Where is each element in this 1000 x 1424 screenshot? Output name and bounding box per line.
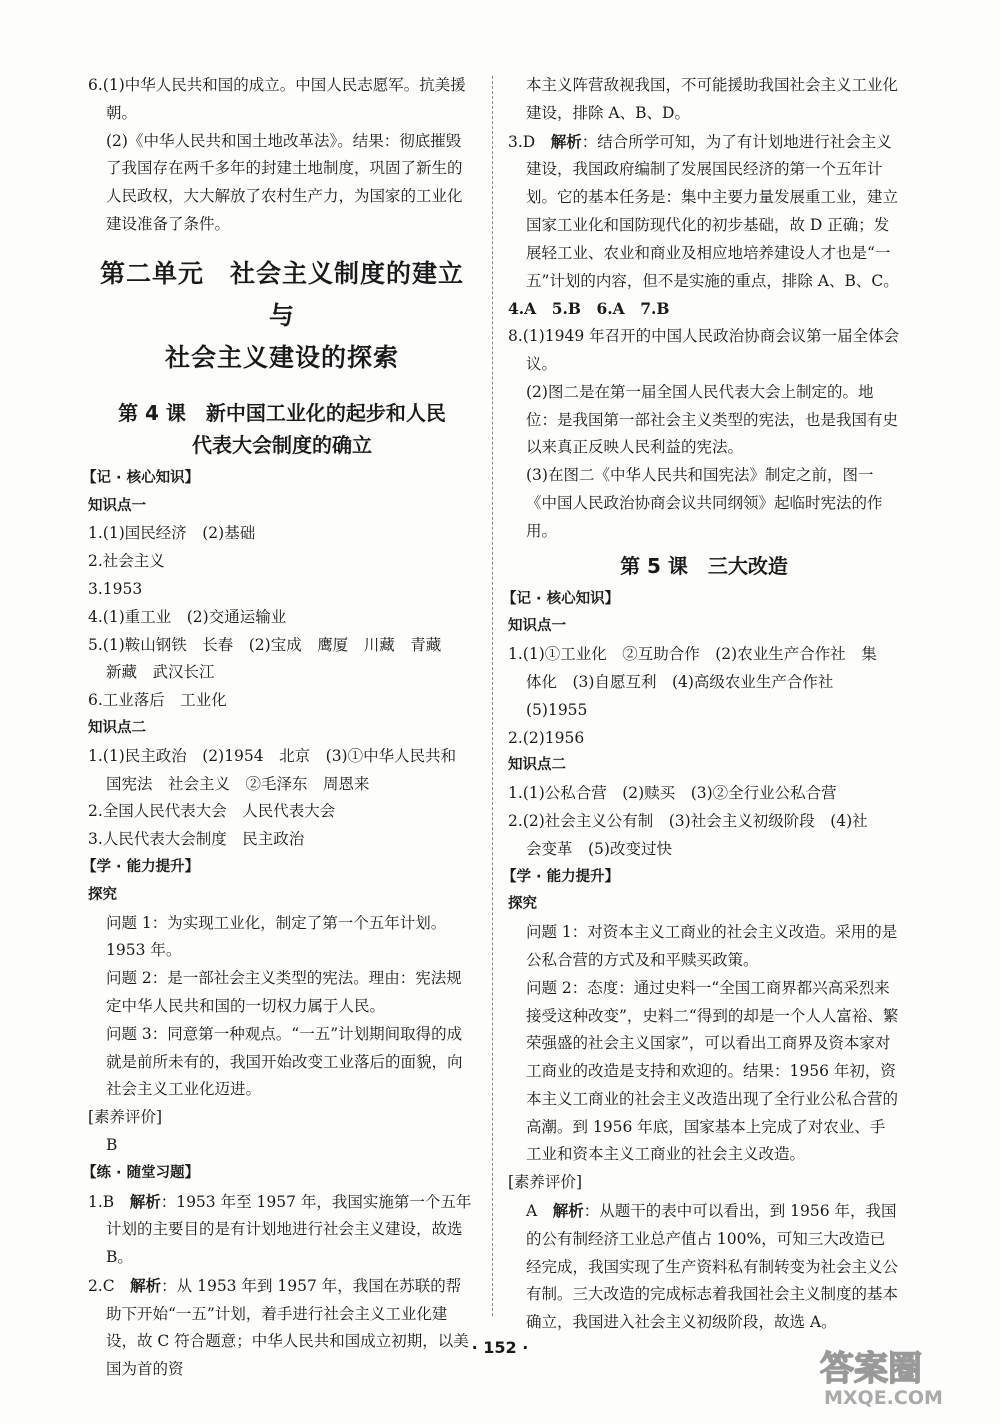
kp2-item: 国宪法 社会主义 ②毛泽东 周恩来: [106, 774, 370, 793]
answer-6-1: 6.(1)中华人民共和国的成立。中国人民志愿军。抗美援朝。: [88, 76, 466, 122]
knowledge-point-1: 知识点一: [508, 618, 566, 635]
left-column: [82, 72, 476, 1384]
kp1-item: 2.社会主义: [88, 552, 165, 571]
explore-question-3: 问题 3：同意第一种观点。“一五”计划期间取得的成就是前所未有的，我国开始改变工业落后的面貌，向社会主义工业化迈进。: [106, 1024, 463, 1099]
analysis-label: 解析: [552, 1201, 584, 1221]
continued-text: 本主义阵营敌视我国，不可能援助我国社会主义工业化建设，排除 A、B、D。: [526, 76, 899, 122]
kp2-item: 1.(1)民主政治 (2)1954 北京 (3)①中华人民共和: [88, 746, 457, 765]
watermark-url: MXQE.COM: [824, 1387, 943, 1409]
kp1-item: 4.(1)重工业 (2)交通运输业: [88, 607, 287, 626]
kp1-item: (5)1955: [526, 700, 588, 719]
literacy-evaluation-answer: [508, 1197, 900, 1337]
kp1-item: 新藏 武汉长江: [106, 663, 215, 682]
kp2-item: 会变革 (5)改变过快: [526, 839, 672, 858]
kp1-item: 6.工业落后 工业化: [88, 691, 227, 710]
answer-6-2: (2)《中华人民共和国土地改革法》。结果：彻底摧毁了我国存在两千多年的封建土地制度，巩固了新生的人民政权，大大解放了农村生产力，为国家的工业化建设准备了条件。: [106, 131, 463, 233]
literacy-evaluation-label: [素养评价]: [88, 1108, 163, 1127]
kp1-item: 5.(1)鞍山钢铁 长春 (2)宝成 鹰厦 川藏 青藏: [88, 635, 442, 654]
unit-title-line-1: 第二单元 社会主义制度的建立与: [99, 258, 464, 330]
page-number: · 152 ·: [471, 1338, 529, 1357]
lesson-4-title: [88, 397, 476, 461]
kp1-item: 体化 (3)自愿互利 (4)高级农业生产合作社: [526, 672, 834, 691]
practice-answer-2: [88, 1272, 476, 1384]
analysis-text: ：从题干的表中可以看出，到 1956 年，我国的公有制经济工业总产值占 100%，可知三大改造已经完成，我国实现了生产资料私有制转变为社会主义公有制。三大改造的完成标志着我国社会主义制度的基本确立，我国进入社会主义初级阶段，故选 A。: [526, 1202, 899, 1332]
explore-question-1: 问题 1：为实现工业化，制定了第一个五年计划。1953 年。: [106, 913, 447, 960]
practice-answer-8-1: 8.(1)1949 年召开的中国人民政治协商会议第一届全体会议。: [508, 327, 900, 373]
answer-label: 2.C: [88, 1276, 131, 1295]
practice-answer-1: [88, 1188, 476, 1272]
watermark-logo: [812, 1344, 972, 1410]
knowledge-point-2: 知识点二: [508, 757, 566, 774]
literacy-evaluation-label: [素养评价]: [508, 1173, 583, 1192]
unit-title: [88, 253, 476, 379]
section-core-knowledge: 【记 · 核心知识】: [82, 469, 200, 486]
analysis-text: ：从 1953 年到 1957 年，我国在苏联的帮助下开始“一五”计划，着手进行社会主义工业化建设，故 C 符合题意；中华人民共和国成立初期，以美国为首的资: [106, 1276, 469, 1379]
kp1-item: 1.(1)国民经济 (2)基础: [88, 524, 256, 543]
answer-label: 1.B: [88, 1192, 130, 1211]
section-ability: 【学 · 能力提升】: [82, 858, 200, 875]
practice-answer-8-3: (3)在图二《中华人民共和国宪法》制定之前，图一《中国人民政治协商会议共同纲领》起临时宪法的作用。: [526, 466, 883, 540]
kp2-item: 2.全国人民代表大会 人民代表大会: [88, 802, 336, 821]
lesson-4-title-line-2: 代表大会制度的确立: [192, 432, 372, 457]
analysis-label: 解析: [130, 1275, 162, 1295]
explore-heading: 探究: [88, 886, 117, 903]
unit-title-line-2: 社会主义建设的探索: [164, 342, 399, 372]
answer-label: 3.D: [508, 132, 551, 151]
watermark-logo-text: 答案圈: [820, 1349, 922, 1389]
section-practice: 【练 · 随堂习题】: [82, 1164, 200, 1181]
section-core-knowledge: 【记 · 核心知识】: [502, 590, 620, 607]
analysis-text: ：结合所学可知，为了有计划地进行社会主义建设，我国政府编制了发展国民经济的第一个五年计划。它的基本任务是：集中主要力量发展重工业，建立国家工业化和国防现代化的初步基础，故 D 正确；发展轻工业、农业和商业及相应地培养建设人才也是“一五”计划的内容，但不是实施的重点，排除 A、B、C。: [526, 132, 899, 290]
lesson-4-title-line-1: 第 4 课 新中国工业化的起步和人民: [118, 400, 446, 425]
analysis-label: 解析: [550, 131, 582, 151]
practice-answers-4-7: 4.A 5.B 6.A 7.B: [508, 299, 670, 319]
literacy-evaluation-answer: B: [106, 1135, 118, 1154]
kp1-item: 1.(1)①工业化 ②互助合作 (2)农业生产合作社 集: [508, 645, 877, 664]
kp2-item: 1.(1)公私合营 (2)赎买 (3)②全行业公私合营: [508, 784, 837, 803]
explore-question-2: 问题 2：是一部社会主义类型的宪法。理由：宪法规定中华人民共和国的一切权力属于人民。: [106, 969, 462, 1015]
answer-label: A: [526, 1202, 553, 1221]
kp2-item: 3.人民代表大会制度 民主政治: [88, 830, 305, 849]
explore-heading: 探究: [508, 896, 537, 913]
practice-answer-3: [508, 128, 900, 296]
explore-question-1: 问题 1：对资本主义工商业的社会主义改造。采用的是公私合营的方式及和平赎买政策。: [526, 923, 898, 969]
kp2-item: 2.(2)社会主义公有制 (3)社会主义初级阶段 (4)社: [508, 811, 868, 830]
analysis-text: ：1953 年至 1957 年，我国实施第一个五年计划的主要目的是有计划地进行社会主义建设，故选 B。: [106, 1192, 472, 1267]
kp1-item: 3.1953: [88, 579, 143, 598]
analysis-label: 解析: [129, 1191, 161, 1211]
knowledge-point-1: 知识点一: [88, 497, 146, 514]
knowledge-point-2: 知识点二: [88, 719, 146, 736]
practice-answer-8-2: (2)图二是在第一届全国人民代表大会上制定的。地位：是我国第一部社会主义类型的宪法，也是我国有史以来真正反映人民利益的宪法。: [526, 382, 899, 457]
kp1-item: 2.(2)1956: [508, 728, 585, 747]
right-column: [502, 72, 900, 1337]
section-ability: 【学 · 能力提升】: [502, 868, 620, 885]
column-divider: [492, 76, 493, 1316]
explore-question-2: 问题 2：态度：通过史料一“全国工商界都兴高采烈来接受这种改变”，史料二“得到的却是一个人人富裕、繁荣强盛的社会主义国家”，可以看出工商界及资本家对工商业的改造是支持和欢迎的。结果：1956 年初，资本主义工商业的社会主义改造出现了全行业公私合营的高潮。到 1956 年底，国家基本上完成了对农业、手工业和资本主义工商业的社会主义改造。: [526, 978, 899, 1164]
lesson-5-title: 第 5 课 三大改造: [620, 553, 788, 578]
